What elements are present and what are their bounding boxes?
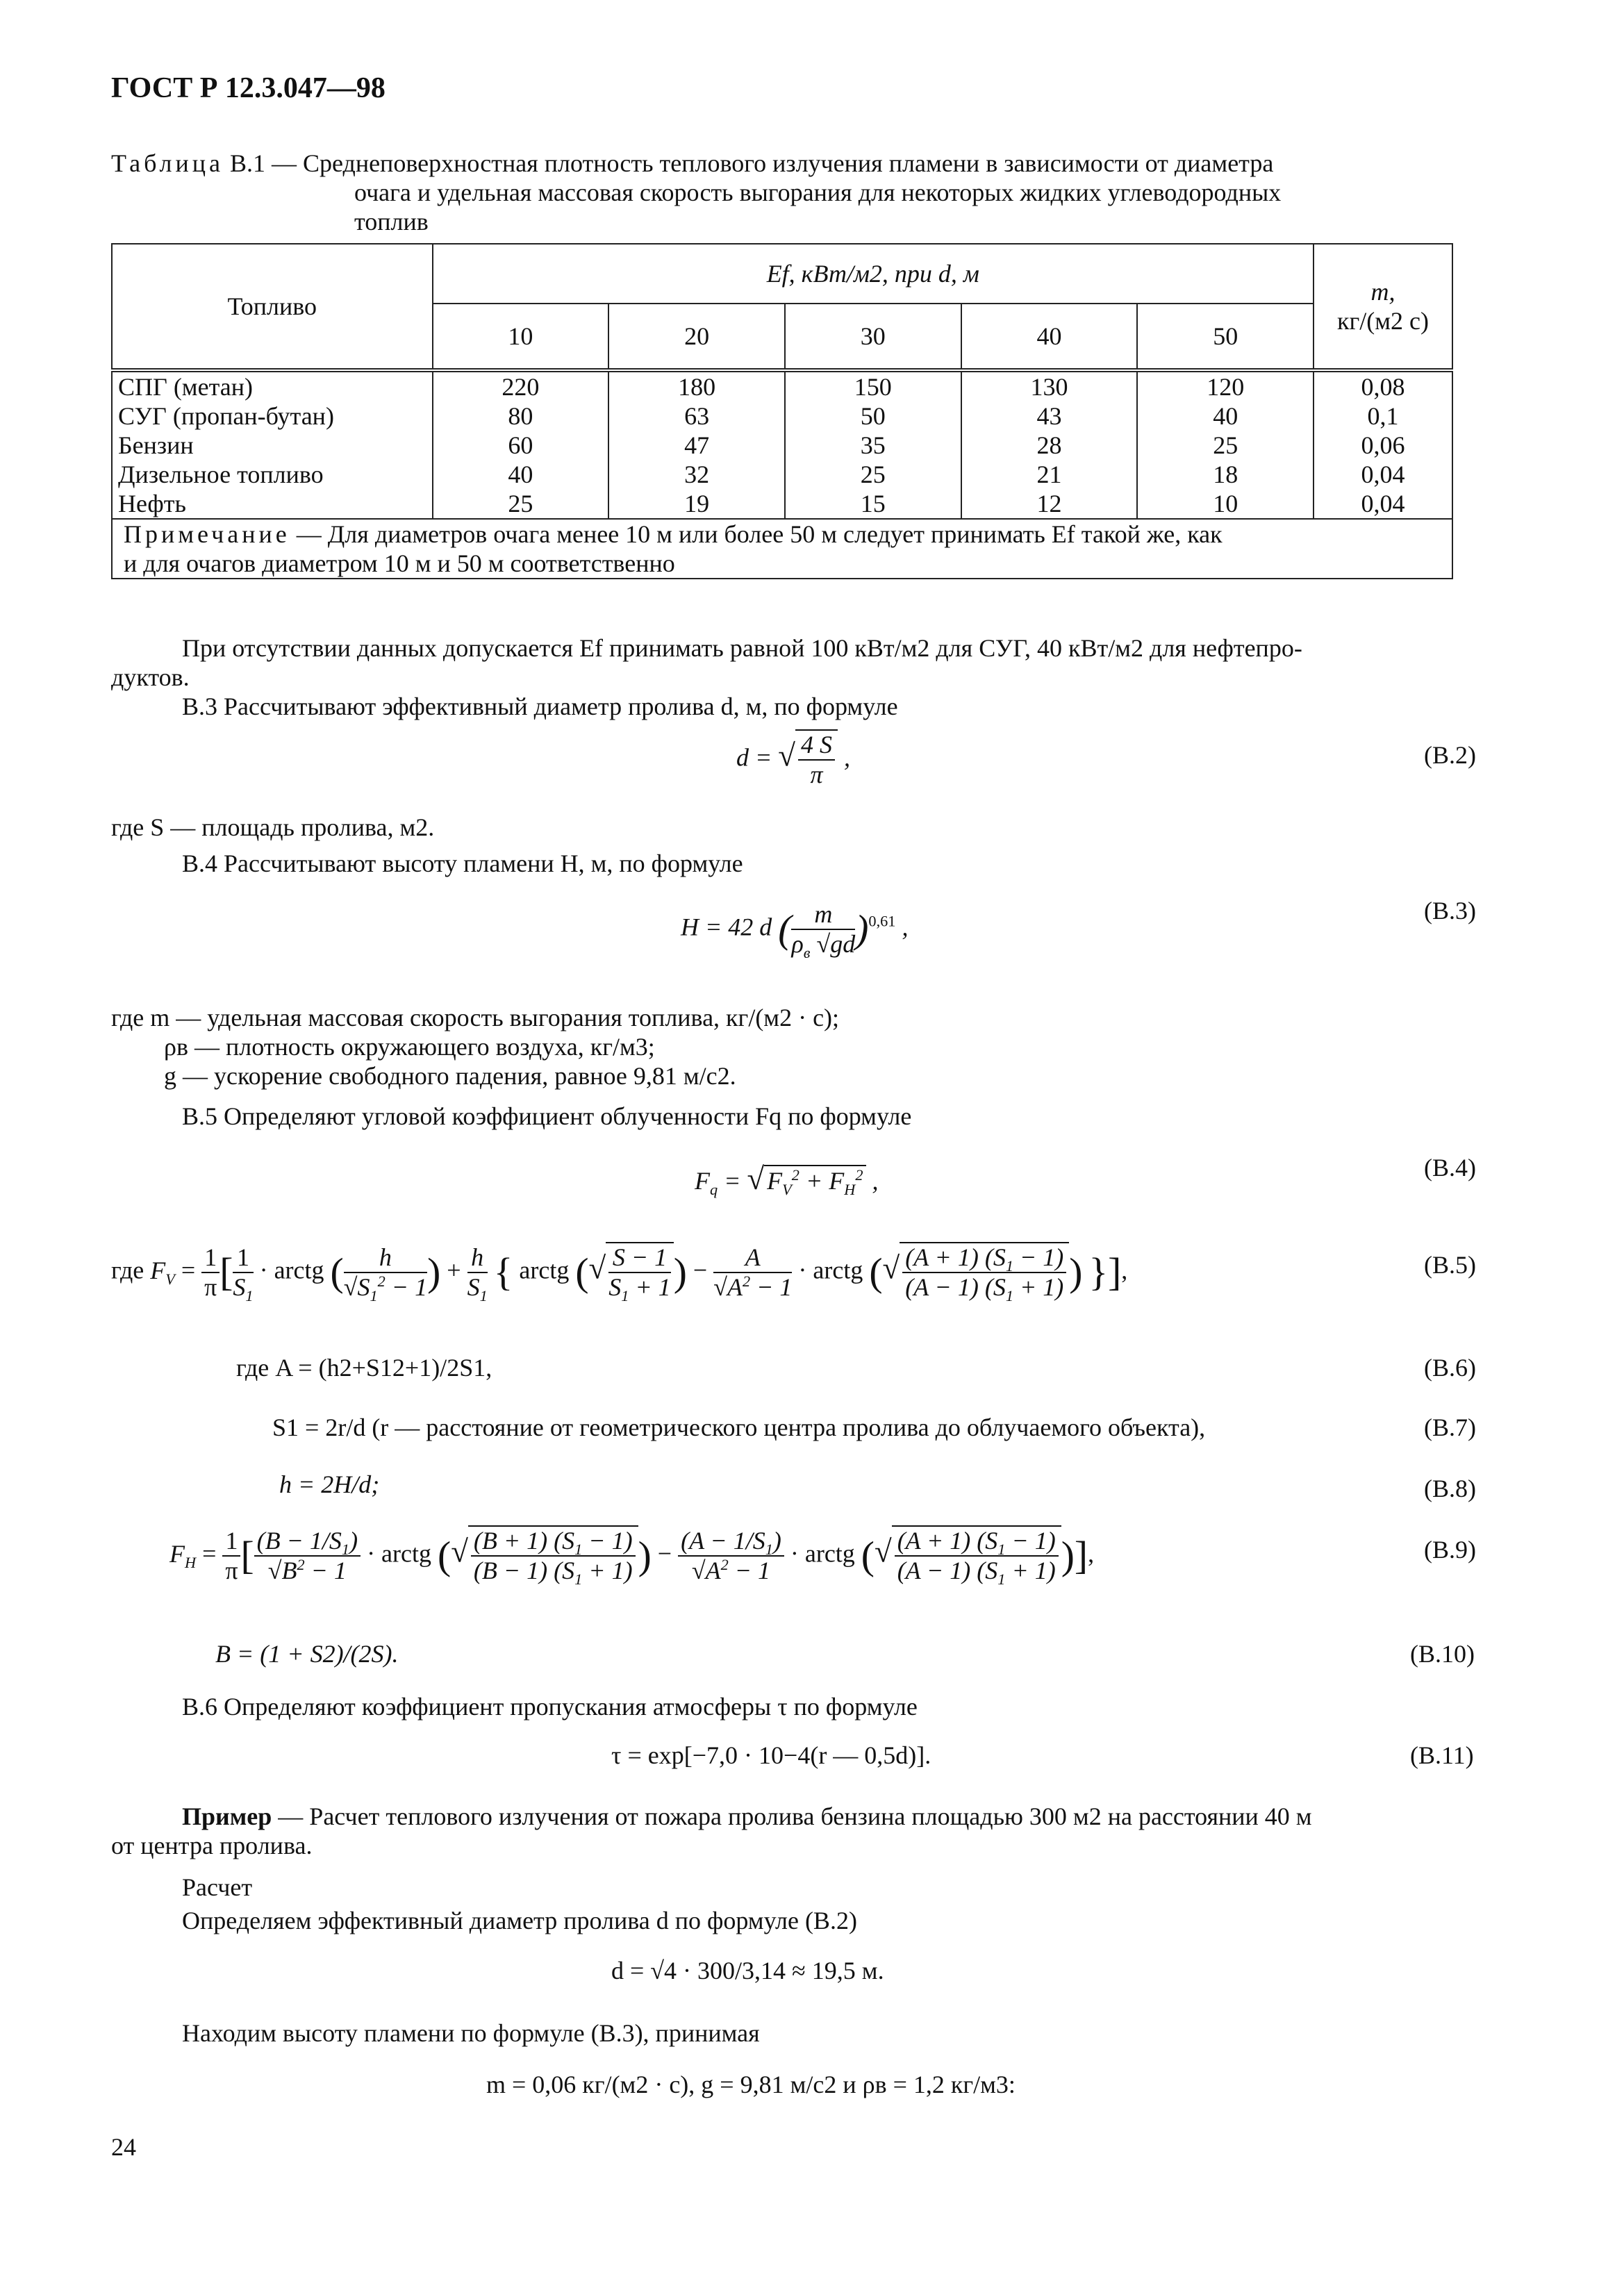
header-diameter: 30 [785,304,961,370]
formula-b8: h = 2H/d; [279,1470,380,1498]
value-column-30 [785,370,961,519]
equation-number: (В.2) [1424,741,1476,769]
m-cell: 0,04 [1361,461,1405,488]
table-body [112,370,1452,519]
value-cell: 47 [684,431,710,459]
header-diameter: 40 [961,304,1138,370]
note-label: Примечание [124,520,290,548]
header-diameter: 50 [1137,304,1314,370]
header-m-symbol: m, [1370,278,1395,306]
value-cell: 15 [860,490,886,517]
header-diameter: 20 [608,304,785,370]
equation-number: (В.10) [1410,1640,1475,1668]
formula-b9: $F_H$ = $\frac{1}{\pi}$ [ $\frac{(B - 1/S_1)}{√B^2 - 1}$ · arctg (√ $\frac{(B + 1) (S_1 - 1)}{(B - 1) (S_1 + 1)}$ ) − $\frac{(A - 1/S_1)}{√A^2 - 1}$ · arctg (√ $\frac{(A + 1) (S_1 - 1)}{(A - 1) (S_1 + 1)}$ )], [169,1527,1095,1589]
calc-d-text: Определяем эффективный диаметр пролива d по формуле (В.2) [182,1907,857,1934]
equation-number: (В.11) [1410,1741,1474,1769]
m-cell: 0,1 [1367,402,1399,430]
note-text-1: — Для диаметров очага менее 10 м или более 50 м следует принимать Ef такой же, как [296,520,1223,548]
value-cell: 12 [1036,490,1062,517]
table-caption-line-2: очага и удельная массовая скорость выгорания для некоторых жидких углеводородных [354,179,1282,206]
value-cell: 220 [502,373,540,401]
calc-h-params: m = 0,06 кг/(м2 · с), g = 9,81 м/с2 и ρв = 1,2 кг/м3: [486,2071,1016,2098]
value-cell: 19 [684,490,710,517]
value-cell: 130 [1030,373,1068,401]
formula-b7: S1 = 2r/d (r — расстояние от геометрического центра пролива до облучаемого объекта), [272,1414,1206,1441]
value-cell: 21 [1036,461,1062,488]
calc-h-text: Находим высоту пламени по формуле (В.3), принимая [182,2019,760,2047]
value-cell: 50 [860,402,886,430]
equation-number: (В.7) [1424,1414,1476,1441]
paragraph-line: При отсутствии данных допускается Ef принимать равной 100 кВт/м2 для СУГ, 40 кВт/м2 для нефтепро- [182,634,1302,662]
equation-number: (В.3) [1424,897,1476,925]
equation-number: (В.6) [1424,1354,1476,1382]
value-cell: 40 [1213,402,1238,430]
formula-b2: d = √ $\frac{4 S}{\pi}$ , [736,731,850,789]
value-cell: 35 [860,431,886,459]
value-cell: 60 [508,431,533,459]
paragraph-line: дуктов. [111,663,190,691]
value-cell: 32 [684,461,710,488]
calc-d-result: d = √4 · 300/3,14 ≈ 19,5 м. [611,1957,884,1984]
fuel-cell: Нефть [118,490,186,517]
m-column [1314,370,1452,519]
formula-b6: где A = (h2+S12+1)/2S1, [236,1354,492,1382]
value-cell: 180 [678,373,716,401]
table-note [112,519,1452,579]
value-cell: 43 [1036,402,1062,430]
m-cell: 0,06 [1361,431,1405,459]
table-caption-line-1: В.1 — Среднеповерхностная плотность теплового излучения пламени в зависимости от диаметра [229,149,1274,177]
fuel-cell: Бензин [118,431,194,459]
header-fuel: Топливо [112,244,433,370]
value-cell: 25 [508,490,533,517]
section-b4: В.4 Рассчитывают высоту пламени H, м, по формуле [182,849,743,877]
fuel-cell: СПГ (метан) [118,373,253,401]
section-b6: В.6 Определяют коэффициент пропускания атмосферы τ по формуле [182,1693,918,1721]
value-cell: 28 [1036,431,1062,459]
where-s: где S — площадь пролива, м2. [111,813,435,841]
value-column-50 [1137,370,1314,519]
value-column-40 [961,370,1138,519]
formula-b11: τ = exp[−7,0 · 10−4(r — 0,5d)]. [611,1741,931,1769]
equation-number: (В.9) [1424,1536,1476,1564]
value-cell: 80 [508,402,533,430]
value-cell: 18 [1213,461,1238,488]
header-m-unit: кг/(м2 с) [1337,307,1430,335]
m-cell: 0,04 [1361,490,1405,517]
formula-b5: где $F_V$ = $\frac{1}{\pi}$ [ $\frac{1}{S_1}$ · arctg ( $\frac{h}{√S_1^2 - 1}$ ) + $\frac{h}{S_1}$ { arctg (√ $\frac{S - 1}{S_1 + 1}$ ) − $\frac{A}{√A^2 - 1}$ · arctg (√ $\frac{(A + 1) (S_1 - 1)}{(A - 1) (S_1 + 1)}$ ) }], [111,1243,1128,1305]
fuel-column [112,370,433,519]
example-line-1 [182,1802,1312,1831]
where-m: где m — удельная массовая скорость выгорания топлива, кг/(м2 · с); [111,1004,840,1031]
equation-number: (В.4) [1424,1154,1476,1182]
value-column-20 [608,370,785,519]
example-text-1: — Расчет теплового излучения от пожара пролива бензина площадью 300 м2 на расстоянии 40 м [278,1802,1312,1830]
fuel-cell: Дизельное топливо [118,461,324,488]
document-header: ГОСТ Р 12.3.047—98 [111,72,386,104]
table-caption-line-3: топлив [354,208,429,235]
formula-b10: B = (1 + S2)/(2S). [215,1640,399,1668]
equation-number: (В.5) [1424,1251,1476,1279]
table-caption [111,149,1273,178]
value-column-10 [433,370,609,519]
example-text-2: от центра пролива. [111,1832,313,1859]
section-b3: В.3 Рассчитывают эффективный диаметр пролива d, м, по формуле [182,693,898,720]
where-g: g — ускорение свободного падения, равное 9,81 м/с2. [164,1062,736,1090]
section-b5: В.5 Определяют угловой коэффициент облученности Fq по формуле [182,1102,912,1130]
value-cell: 25 [860,461,886,488]
header-ef: Ef, кВт/м2, при d, м [433,244,1314,304]
value-cell: 120 [1207,373,1245,401]
value-cell: 10 [1213,490,1238,517]
page-number: 24 [111,2133,136,2161]
header-m [1314,244,1452,370]
note-text-2: и для очагов диаметром 10 м и 50 м соответственно [124,549,675,577]
value-cell: 63 [684,402,710,430]
fuel-cell: СУГ (пропан-бутан) [118,402,334,430]
value-cell: 150 [854,373,892,401]
where-rho: ρв — плотность окружающего воздуха, кг/м3; [164,1033,655,1061]
formula-b3: H = 42 d ( $\frac{m}{\rho_в √gd}$ )$^{0,61}$ , [681,900,909,962]
calc-heading: Расчет [182,1873,253,1901]
fuel-table [111,243,1453,579]
equation-number: (В.8) [1424,1475,1476,1502]
header-diameter: 10 [433,304,609,370]
value-cell: 40 [508,461,533,488]
example-label: Пример [182,1802,272,1830]
m-cell: 0,08 [1361,373,1405,401]
formula-b4: $F_q$ = √ $F_V^2 + F_H^2$ , [695,1161,879,1199]
value-cell: 25 [1213,431,1238,459]
table-caption-label: Таблица [111,149,224,177]
